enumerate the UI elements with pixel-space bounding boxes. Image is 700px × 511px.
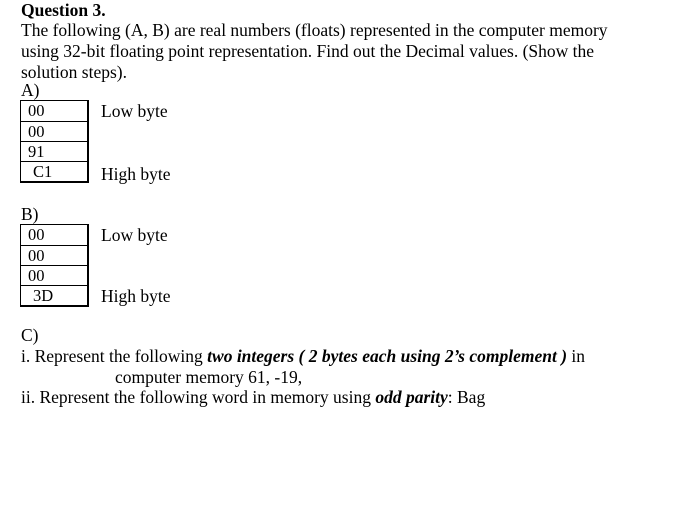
- part-b-byte-4: 3D: [21, 285, 87, 305]
- part-a-label: A): [21, 80, 40, 100]
- part-c-item-2-emphasis: odd parity: [375, 387, 448, 407]
- part-b-byte-1: 00: [28, 225, 45, 244]
- part-c-item-1-emphasis: two integers ( 2 bytes each using 2’s complement ): [207, 346, 568, 366]
- question-text-line-1: The following (A, B) are real numbers (floats) represented in the computer memory: [21, 20, 608, 40]
- part-a-high-byte-label: High byte: [101, 164, 171, 184]
- part-c-item-2-prefix: ii. Represent the following word in memory using: [21, 387, 376, 407]
- question-title: Question 3.: [21, 0, 106, 20]
- question-text-line-3: solution steps).: [21, 62, 127, 82]
- part-a-byte-1: 00: [28, 101, 45, 120]
- part-a-byte-2: 00: [21, 121, 87, 141]
- part-a-memory-table: [20, 100, 89, 183]
- part-c-item-1-line-2: computer memory 61, -19,: [115, 367, 303, 387]
- question-text-line-2: using 32-bit floating point representation. Find out the Decimal values. (Show the: [21, 41, 595, 61]
- part-c-item-1-suffix: in: [567, 346, 586, 366]
- part-a-low-byte-label: Low byte: [101, 101, 168, 121]
- part-c-item-1: [21, 346, 585, 366]
- part-b-label: B): [21, 204, 39, 224]
- part-b-byte-2: 00: [21, 245, 87, 265]
- part-a-byte-3: 91: [21, 141, 87, 161]
- part-c-label: C): [21, 325, 39, 345]
- part-c-item-1-prefix: i. Represent the following: [21, 346, 208, 366]
- part-b-byte-3: 00: [21, 265, 87, 285]
- part-c-item-2: [21, 387, 485, 407]
- part-b-high-byte-label: High byte: [101, 286, 171, 306]
- part-a-byte-4: C1: [21, 161, 87, 181]
- part-b-memory-table: [20, 224, 89, 307]
- part-c-item-2-suffix: : Bag: [447, 387, 486, 407]
- part-b-low-byte-label: Low byte: [101, 225, 168, 245]
